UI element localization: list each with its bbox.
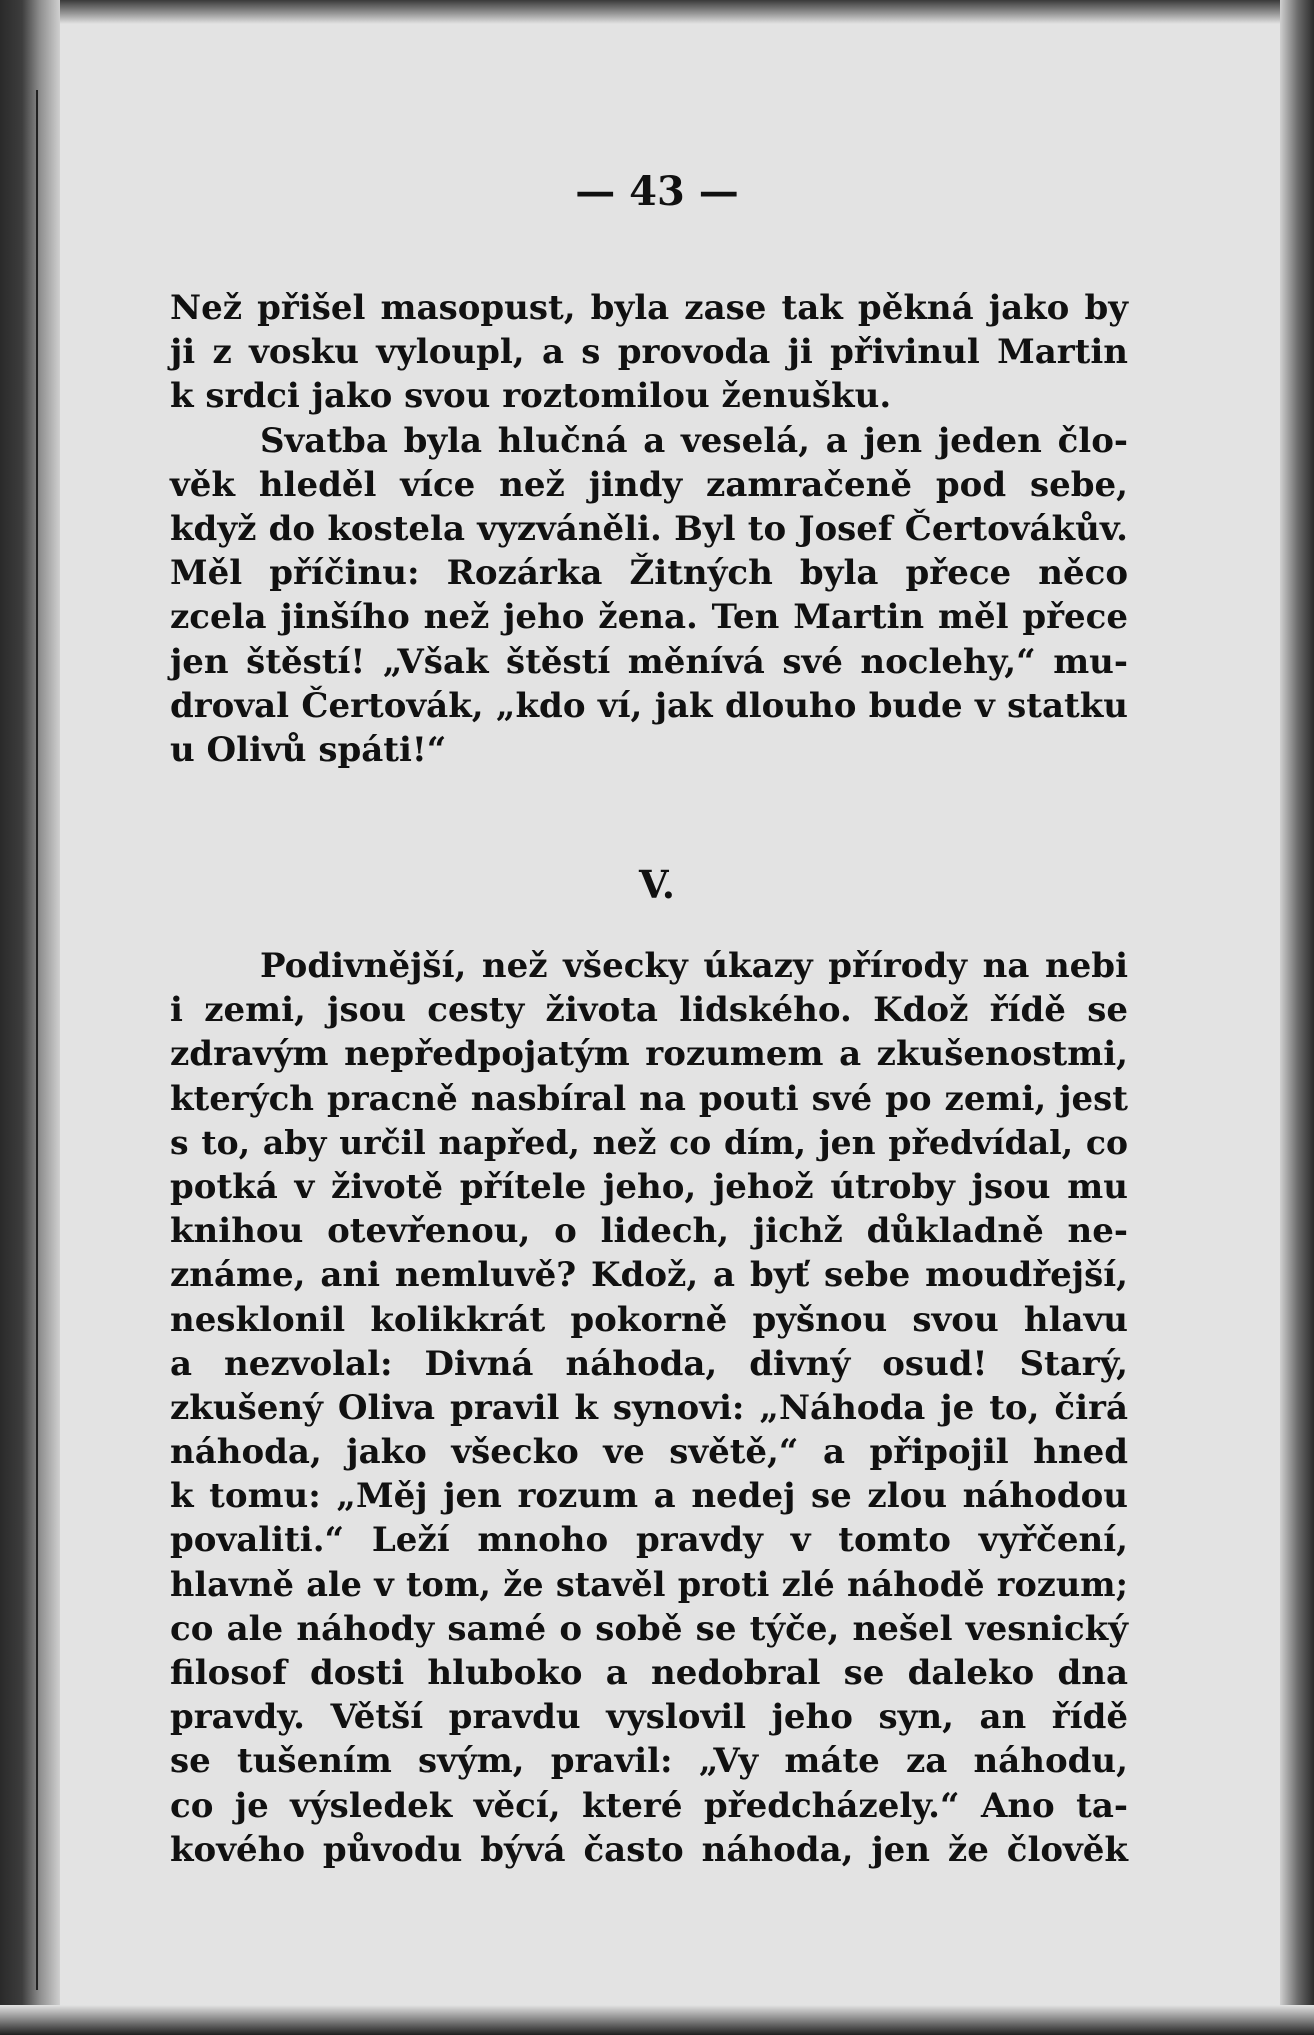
text-line: droval Čertovák, „kdo ví, jak dlouho bude v statku [170,685,1128,726]
text-line: kového původu bývá často náhoda, jen že člověk [170,1829,1128,1870]
page-number: — 43 — [575,168,739,215]
chapter-body [170,944,1128,1872]
paragraph-continuation [170,286,1128,772]
text-line: hlavně ale v tom, že stavěl proti zlé náhodě rozum; [170,1564,1128,1604]
text-line: nesklonil kolikkrát pokorně pyšnou svou hlavu [170,1299,1128,1340]
text-line: se tušením svým, pravil: „Vy máte za náhodu, [170,1741,1128,1782]
text-line: co ale náhody samé o sobě se týče, nešel vesnický [170,1608,1128,1649]
text-line: pravdy. Větší pravdu vyslovil jeho syn, an řídě [170,1697,1128,1738]
text-line: k tomu: „Měj jen rozum a nedej se zlou náhodou [170,1476,1128,1517]
chapter-heading: V. [638,862,676,907]
text-line: filosof dosti hluboko a nedobral se daleko dna [170,1653,1128,1693]
text-line: jen štěstí! „Však štěstí měnívá své noclehy,“ mu- [170,641,1128,682]
binding-line [36,90,38,1990]
text-line: Podivnější, než všecky úkazy přírody na nebi [260,946,1128,986]
text-line: Než přišel masopust, byla zase tak pěkná jako by [170,288,1128,328]
right-scan-edge [1280,0,1314,2035]
book-binding-shadow [0,0,60,2035]
text-line: co je výsledek věcí, které předcházely.“ Ano ta- [170,1785,1128,1826]
text-line: Měl příčinu: Rozárka Žitných byla přece něco [170,553,1128,594]
text-line: povaliti.“ Leží mnoho pravdy v tomto vyřčení, [170,1520,1128,1561]
text-line: k srdci jako svou roztomilou ženušku. [170,376,892,417]
text-line: a nezvolal: Divná náhoda, divný osud! Starý, [170,1343,1128,1384]
text-line: náhoda, jako všecko ve světě,“ a připojil hned [170,1432,1128,1473]
text-line: u Olivů spáti!“ [170,729,447,770]
text-line: když do kostela vyzváněli. Byl to Josef Čertovákův. [170,508,1128,549]
text-line: zcela jinšího než jeho žena. Ten Martin měl přece [170,597,1128,638]
text-line: věk hleděl více než jindy zamračeně pod sebe, [170,464,1128,505]
top-scan-edge [0,0,1314,24]
text-line: zkušený Oliva pravil k synovi: „Náhoda je to, čirá [170,1387,1128,1428]
text-line: s to, aby určil napřed, než co dím, jen předvídal, co [170,1122,1128,1162]
text-line: ji z vosku vyloupl, a s provoda ji přivinul Martin [170,332,1128,373]
text-line: potká v životě přítele jeho, jehož útroby jsou mu [170,1166,1128,1207]
text-line: knihou otevřenou, o lidech, jichž důkladně ne- [170,1211,1128,1252]
text-line: známe, ani nemluvě? Kdož, a byť sebe moudřejší, [170,1255,1128,1296]
text-line: Svatba byla hlučná a veselá, a jen jeden člo- [260,420,1128,461]
text-line: i zemi, jsou cesty života lidského. Kdož řídě se [170,990,1128,1031]
bottom-scan-edge [0,2005,1314,2035]
text-line: kterých pracně nasbíral na pouti své po zemi, jest [170,1078,1128,1119]
text-line: zdravým nepředpojatým rozumem a zkušenostmi, [170,1034,1128,1075]
